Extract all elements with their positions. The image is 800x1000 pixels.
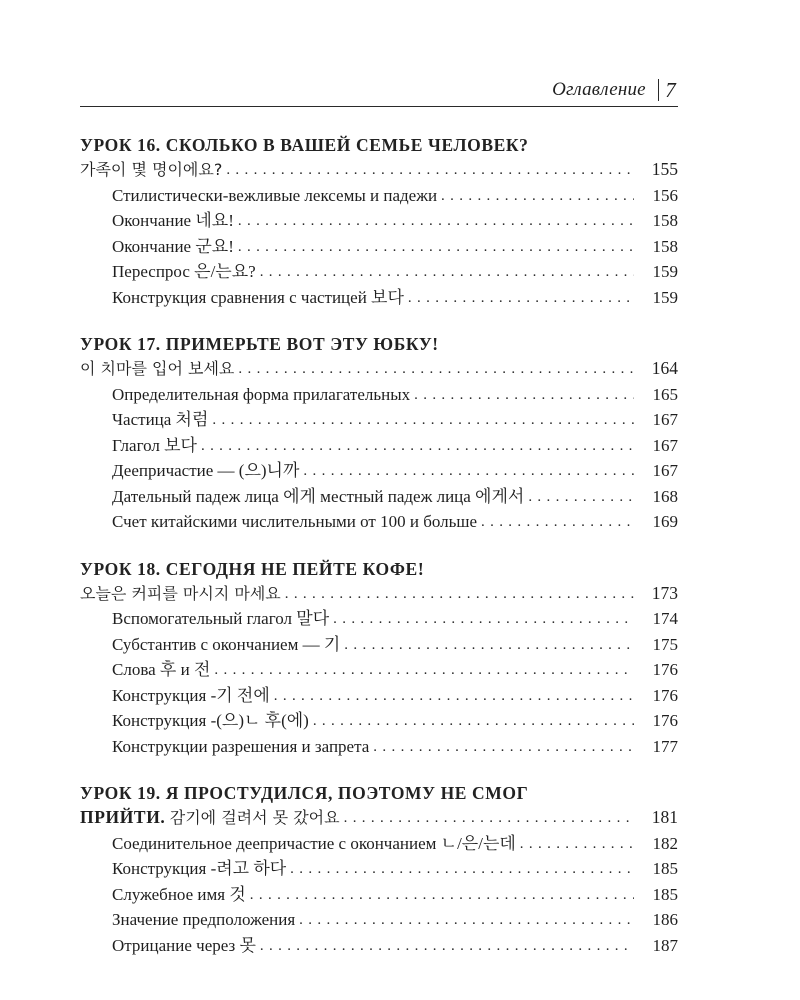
lesson-18	[80, 558, 678, 761]
toc-entry[interactable]	[80, 459, 678, 485]
entry-page: 159	[652, 262, 678, 281]
dot-leader	[344, 633, 634, 658]
toc-entry[interactable]	[80, 684, 678, 710]
entry-text: Конструкция сравнения с частицей 보다	[112, 287, 404, 307]
toc-entry[interactable]	[80, 184, 678, 210]
toc-entry[interactable]	[80, 408, 678, 434]
entry-page: 177	[652, 736, 678, 756]
lesson-16	[80, 134, 678, 311]
toc-entry[interactable]	[80, 286, 678, 312]
entry-text: Переспрос 은/는요?	[112, 262, 256, 281]
toc-entry[interactable]	[80, 908, 678, 934]
toc-entry[interactable]	[80, 510, 678, 536]
toc-entry[interactable]	[80, 633, 678, 659]
toc-entry[interactable]	[80, 485, 678, 511]
entry-page: 181	[651, 807, 678, 827]
dot-leader	[373, 735, 634, 760]
toc-entry[interactable]	[80, 260, 678, 286]
entry-text: Частица 처럼	[112, 410, 209, 429]
entry-text: Отрицание через 못	[112, 935, 256, 955]
toc-entry-main[interactable]	[80, 581, 678, 608]
entry-page: 167	[652, 410, 678, 429]
entry-text: 가족이 몇 명이에요?	[80, 160, 223, 179]
toc-entry[interactable]	[80, 434, 678, 460]
toc-entry-main[interactable]	[80, 805, 678, 832]
entry-page: 187	[652, 935, 678, 955]
toc-entry-main[interactable]	[80, 356, 678, 383]
entry-page: 173	[651, 582, 678, 603]
entry-page: 155	[651, 159, 678, 179]
entry-page: 167	[652, 461, 678, 480]
entry-page: 176	[652, 660, 678, 679]
header-title: Оглавление	[552, 79, 646, 100]
lesson-title: УРОК 19. Я ПРОСТУДИЛСЯ, ПОЭТОМУ НЕ СМОГ	[80, 783, 529, 803]
entry-text: Конструкция -(으)ㄴ 후(에)	[112, 711, 309, 730]
toc-entry[interactable]	[80, 658, 678, 684]
entry-page: 185	[652, 884, 678, 904]
lesson-title: УРОК 18. СЕГОДНЯ НЕ ПЕЙТЕ КОФЕ!	[80, 558, 425, 579]
entry-text: Слова 후 и 전	[112, 660, 211, 679]
toc-entry[interactable]	[80, 735, 678, 761]
entry-text: 감기에 걸려서 못 갔어요	[169, 808, 340, 827]
entry-text: 이 치마를 입어 보세요	[80, 359, 235, 378]
entry-text: Вспомогательный глагол 말다	[112, 609, 330, 628]
entry-page: 186	[652, 910, 678, 929]
entry-text: 오늘은 커피를 마시지 마세요	[80, 583, 281, 603]
dot-leader	[344, 806, 634, 831]
entry-text: Служебное имя 것	[112, 884, 246, 904]
dot-leader	[260, 260, 634, 285]
entry-text: Стилистически-вежливые лексемы и падежи	[112, 185, 438, 205]
dot-leader	[481, 510, 634, 535]
dot-leader	[520, 832, 634, 857]
entry-page: 169	[652, 512, 678, 531]
entry-text: Окончание 군요!	[112, 236, 234, 256]
entry-text: Конструкции разрешения и запрета	[112, 736, 370, 756]
toc-entry[interactable]	[80, 883, 678, 909]
dot-leader	[313, 709, 634, 734]
dot-leader	[303, 459, 634, 484]
lesson-19	[80, 782, 678, 959]
entry-page: 176	[652, 685, 678, 705]
dot-leader	[333, 607, 634, 632]
entry-text: Дательный падеж лица 에게 местный падеж лица 에게서	[112, 486, 525, 506]
entry-page: 156	[652, 185, 678, 205]
dot-leader	[250, 883, 634, 908]
dot-leader	[212, 408, 634, 433]
toc-entry-main[interactable]	[80, 157, 678, 184]
entry-page: 158	[652, 211, 678, 230]
dot-leader	[528, 485, 634, 510]
entry-text: Конструкция -기 전에	[112, 685, 270, 705]
dot-leader	[238, 235, 634, 260]
entry-text: Субстантив с окончанием — 기	[112, 634, 341, 654]
toc-entry[interactable]	[80, 709, 678, 735]
entry-page: 182	[652, 833, 678, 853]
toc-entry[interactable]	[80, 857, 678, 883]
entry-text: Окончание 네요!	[112, 211, 234, 230]
entry-text: Глагол 보다	[112, 435, 197, 455]
toc-entry[interactable]	[80, 832, 678, 858]
dot-leader	[408, 286, 634, 311]
entry-page: 164	[651, 358, 678, 378]
entry-page: 159	[652, 287, 678, 307]
entry-page: 174	[652, 609, 678, 628]
entry-text: Конструкция -려고 하다	[112, 859, 287, 878]
header-separator	[658, 79, 660, 101]
running-header	[80, 74, 678, 107]
entry-page: 175	[652, 634, 678, 654]
entry-page: 158	[652, 236, 678, 256]
entry-text: Значение предположения	[112, 910, 296, 929]
entry-lead: ПРИЙТИ.	[80, 807, 166, 827]
entry-page: 176	[652, 711, 678, 730]
entry-page: 185	[652, 859, 678, 878]
toc-entry[interactable]	[80, 209, 678, 235]
lessons-list	[80, 134, 678, 959]
entry-text: Соединительное деепричастие с окончанием ㄴ/은/는데	[112, 833, 516, 853]
toc-entry[interactable]	[80, 235, 678, 261]
entry-page: 168	[652, 486, 678, 506]
dot-leader	[201, 434, 634, 459]
dot-leader	[285, 582, 634, 607]
toc-entry[interactable]	[80, 383, 678, 409]
toc-page	[80, 74, 678, 981]
dot-leader	[238, 357, 634, 382]
dot-leader	[414, 383, 634, 408]
entry-page: 167	[652, 435, 678, 455]
dot-leader	[299, 908, 634, 933]
lesson-title: УРОК 16. СКОЛЬКО В ВАШЕЙ СЕМЬЕ ЧЕЛОВЕК?	[80, 135, 529, 155]
entry-text: Деепричастие — (으)니까	[112, 461, 300, 480]
header-page-number: 7	[665, 77, 676, 102]
dot-leader	[214, 658, 634, 683]
dot-leader	[226, 158, 634, 183]
dot-leader	[290, 857, 634, 882]
toc-entry[interactable]	[80, 607, 678, 633]
entry-text-wrap	[80, 805, 340, 831]
dot-leader	[260, 934, 634, 959]
lesson-title: УРОК 17. ПРИМЕРЬТЕ ВОТ ЭТУ ЮБКУ!	[80, 334, 439, 354]
dot-leader	[274, 684, 634, 709]
entry-page: 165	[652, 384, 678, 404]
lesson-17	[80, 333, 678, 536]
toc-entry[interactable]	[80, 934, 678, 960]
entry-text: Счет китайскими числительными от 100 и больше	[112, 512, 477, 531]
entry-text: Определительная форма прилагательных	[112, 384, 411, 404]
dot-leader	[441, 184, 634, 209]
dot-leader	[238, 209, 634, 234]
